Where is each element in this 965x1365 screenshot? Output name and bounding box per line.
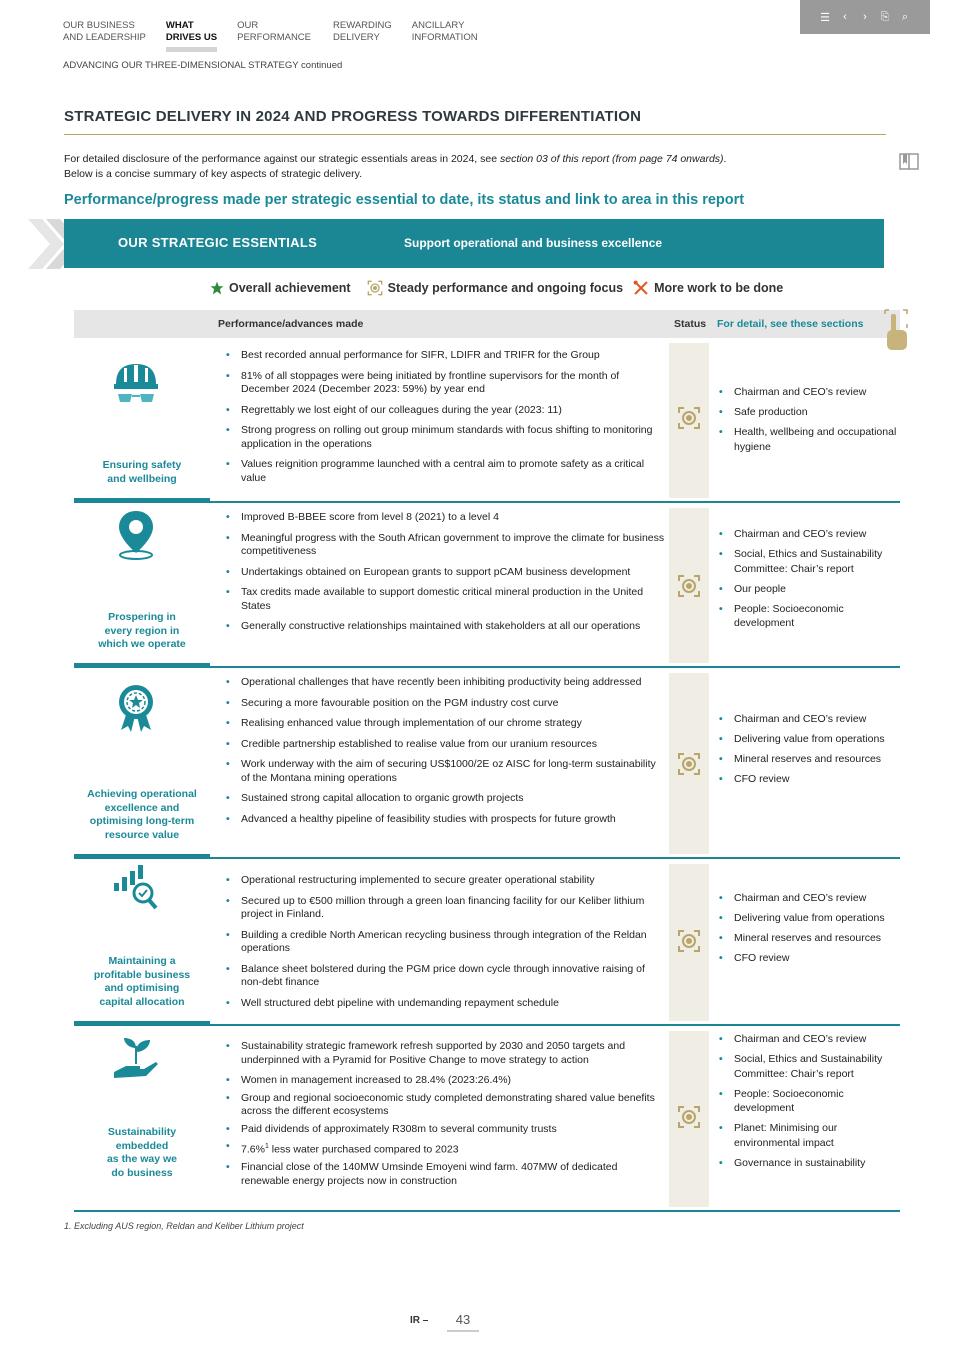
list-item: • Tax credits made available to support domestic critical mineral production in the United States bbox=[226, 586, 666, 613]
table-row bbox=[74, 1026, 900, 1212]
list-item: • Undertakings obtained on European grants to support pCAM business development bbox=[226, 566, 666, 580]
legend-overall: Overall achievement bbox=[210, 281, 351, 295]
performance-list bbox=[226, 1040, 666, 1195]
detail-link[interactable]: • Chairman and CEO’s review bbox=[719, 1032, 899, 1047]
detail-link[interactable]: • Our people bbox=[719, 582, 899, 597]
toolbar bbox=[800, 0, 930, 34]
detail-link[interactable]: • Mineral reserves and resources bbox=[719, 931, 899, 946]
subheading: ADVANCING OUR THREE-DIMENSIONAL STRATEGY continued bbox=[63, 60, 343, 71]
list-item: • Improved B-BBEE score from level 8 (2021) to a level 4 bbox=[226, 511, 666, 525]
nav-ancillary-information[interactable]: ANCILLARY INFORMATION bbox=[411, 20, 478, 43]
list-item: • Work underway with the aim of securing US$1000/2E oz AISC for long-term sustainability of the Montana mining operations bbox=[226, 758, 666, 785]
location-pin-icon bbox=[110, 509, 162, 561]
pillar-sustainability: Sustainability embedded as the way we do business bbox=[74, 1026, 210, 1212]
report-label: IR – bbox=[410, 1315, 429, 1326]
list-item: • Regrettably we lost eight of our colleagues during the year (2023: 11) bbox=[226, 404, 666, 418]
row-divider bbox=[210, 1210, 900, 1212]
tools-icon bbox=[633, 280, 649, 296]
list-item: • Paid dividends of approximately R308m to several community trusts bbox=[226, 1123, 666, 1137]
detail-link[interactable]: • Planet: Minimising our environmental impact bbox=[719, 1121, 899, 1150]
detail-link[interactable]: • CFO review bbox=[719, 772, 899, 787]
detail-link[interactable]: • Governance in sustainability bbox=[719, 1156, 899, 1171]
list-item: • Advanced a healthy pipeline of feasibility studies with prospects for future growth bbox=[226, 813, 666, 827]
header-performance: Performance/advances made bbox=[218, 318, 364, 330]
pillar-safety: Ensuring safety and wellbeing bbox=[74, 338, 210, 503]
previous-page-icon[interactable]: ‹ bbox=[843, 11, 847, 23]
detail-link[interactable]: • Delivering value from operations bbox=[719, 732, 899, 747]
status-cell bbox=[669, 673, 709, 854]
list-item: • Generally constructive relationships maintained with stakeholders at all our operations bbox=[226, 620, 666, 634]
menu-icon[interactable]: ☰ bbox=[820, 11, 830, 24]
detail-link[interactable]: • Social, Ethics and Sustainability Committee: Chair’s report bbox=[719, 1052, 899, 1081]
detail-link[interactable]: • Chairman and CEO’s review bbox=[719, 712, 899, 727]
list-item: • Secured up to €500 million through a green loan financing facility for our Keliber lithium project in Finland. bbox=[226, 895, 666, 922]
bar-chart-magnifier-icon bbox=[110, 863, 162, 915]
section-reference: section 03 of this report (from page 74 onwards) bbox=[500, 153, 724, 165]
legend-steady: Steady performance and ongoing focus bbox=[367, 280, 623, 296]
target-icon bbox=[677, 929, 701, 953]
list-item: • Sustainability strategic framework refresh supported by 2030 and 2050 targets and underpinned with a Pyramid for Positive Change to move strategy to action bbox=[226, 1040, 666, 1067]
performance-list bbox=[226, 676, 666, 833]
detail-link[interactable]: • People: Socioeconomic development bbox=[719, 1087, 899, 1116]
row-divider-accent bbox=[74, 1210, 210, 1212]
list-item: • Women in management increased to 28.4% (2023:26.4%) bbox=[226, 1074, 666, 1088]
detail-link[interactable]: • People: Socioeconomic development bbox=[719, 602, 899, 631]
header-detail: For detail, see these sections bbox=[717, 318, 864, 330]
next-page-icon[interactable]: › bbox=[863, 11, 867, 23]
strategic-essentials-banner bbox=[64, 219, 884, 268]
status-cell bbox=[669, 864, 709, 1021]
detail-link[interactable]: • Chairman and CEO’s review bbox=[719, 891, 899, 906]
target-icon bbox=[677, 752, 701, 776]
detail-link[interactable]: • Mineral reserves and resources bbox=[719, 752, 899, 767]
list-item: • 7.6%$^1$ less water purchased compared to 2023 bbox=[226, 1140, 666, 1157]
list-item: • Financial close of the 140MW Umsinde Emoyeni wind farm. 407MW of dedicated renewable energy projects now in construction bbox=[226, 1161, 666, 1188]
intro-text: For detailed disclosure of the performance against our strategic essentials areas in 2024, see section 03 of this report (from page 74 onwards). Below is a concise summary of key aspects of strategic delivery. bbox=[64, 153, 727, 180]
nav-our-performance[interactable]: OUR PERFORMANCE bbox=[237, 20, 312, 43]
list-item: • Building a credible North American recycling business through integration of the Reldan operations bbox=[226, 929, 666, 956]
top-navigation bbox=[63, 20, 498, 52]
list-item: • Credible partnership established to realise value from our uranium resources bbox=[226, 738, 666, 752]
detail-link[interactable]: • Social, Ethics and Sustainability Committee: Chair’s report bbox=[719, 547, 899, 576]
list-item: • Strong progress on rolling out group minimum standards with focus shifting to monitoring application in the operations bbox=[226, 424, 666, 451]
footnote-ref: 1 bbox=[264, 1143, 269, 1150]
detail-links bbox=[719, 712, 899, 792]
detail-links bbox=[719, 1032, 899, 1176]
table-row bbox=[74, 503, 900, 668]
pillar-prospering: Prospering in every region in which we operate bbox=[74, 503, 210, 668]
list-item: • Group and regional socioeconomic study completed demonstrating shared value benefits across the different ecosystems bbox=[226, 1092, 666, 1119]
list-item: • Realising enhanced value through implementation of our chrome strategy bbox=[226, 717, 666, 731]
header-status: Status bbox=[674, 318, 707, 330]
detail-links bbox=[719, 385, 899, 460]
list-item: • Well structured debt pipeline with undemanding repayment schedule bbox=[226, 997, 666, 1011]
detail-links bbox=[719, 891, 899, 971]
list-item: • Meaningful progress with the South African government to improve the climate for business competitiveness bbox=[226, 532, 666, 559]
banner-title: OUR STRATEGIC ESSENTIALS bbox=[118, 235, 318, 250]
performance-list bbox=[226, 511, 666, 641]
status-cell bbox=[669, 343, 709, 498]
nav-what-drives-us[interactable]: WHAT DRIVES US bbox=[166, 20, 217, 52]
hand-plant-icon bbox=[110, 1034, 162, 1086]
list-item: • Operational restructuring implemented to secure greater operational stability bbox=[226, 874, 666, 888]
table-row bbox=[74, 668, 900, 859]
back-icon[interactable]: ⎘ bbox=[880, 10, 890, 23]
list-item: • Securing a more favourable position on the PGM industry cost curve bbox=[226, 697, 666, 711]
performance-heading: Performance/progress made per strategic essential to date, its status and link to area in this report bbox=[64, 192, 745, 208]
hard-hat-goggles-icon bbox=[110, 356, 162, 408]
target-icon bbox=[677, 1105, 701, 1129]
list-item: • Sustained strong capital allocation to organic growth projects bbox=[226, 792, 666, 806]
book-icon[interactable] bbox=[898, 150, 920, 172]
list-item: • Values reignition programme launched with a central aim to promote safety as a critical value bbox=[226, 458, 666, 485]
legend-more: More work to be done bbox=[633, 280, 783, 296]
award-rosette-icon bbox=[110, 682, 162, 734]
detail-link[interactable]: • CFO review bbox=[719, 951, 899, 966]
status-legend bbox=[210, 280, 793, 296]
performance-list bbox=[226, 874, 666, 1017]
list-item: • Operational challenges that have recently been inhibiting productivity being addressed bbox=[226, 676, 666, 690]
detail-link[interactable]: • Delivering value from operations bbox=[719, 911, 899, 926]
list-item: • Best recorded annual performance for SIFR, LDIFR and TRIFR for the Group bbox=[226, 349, 666, 363]
title-divider bbox=[64, 134, 886, 135]
list-item: • Balance sheet bolstered during the PGM price down cycle through innovative raising of non-debt finance bbox=[226, 963, 666, 990]
footnote: 1. Excluding AUS region, Reldan and Keliber Lithium project bbox=[64, 1221, 304, 1231]
target-icon bbox=[367, 280, 383, 296]
target-icon bbox=[677, 406, 701, 430]
table-row bbox=[74, 338, 900, 503]
detail-link[interactable]: • Chairman and CEO’s review bbox=[719, 385, 899, 400]
detail-links bbox=[719, 527, 899, 636]
banner-subtitle: Support operational and business excellence bbox=[404, 236, 663, 250]
list-item: • 81% of all stoppages were being initiated by frontline supervisors for the month of December 2024 (December 2023: 59%) by year end bbox=[226, 370, 666, 397]
detail-link[interactable]: • Health, wellbeing and occupational hygiene bbox=[719, 425, 899, 454]
detail-link[interactable]: • Safe production bbox=[719, 405, 899, 420]
star-icon bbox=[210, 281, 224, 295]
page-number: 43 bbox=[447, 1312, 479, 1332]
nav-rewarding-delivery[interactable]: REWARDING DELIVERY bbox=[333, 20, 392, 43]
pillar-profitable-business: Maintaining a profitable business and optimising capital allocation bbox=[74, 859, 210, 1026]
status-cell bbox=[669, 508, 709, 663]
nav-business-leadership[interactable]: OUR BUSINESS AND LEADERSHIP bbox=[63, 20, 146, 43]
status-cell bbox=[669, 1031, 709, 1207]
table-header bbox=[74, 310, 900, 338]
search-icon[interactable]: ⌕ bbox=[901, 10, 909, 23]
table-row bbox=[74, 859, 900, 1026]
water-value: 7.6% bbox=[241, 1143, 265, 1156]
target-icon bbox=[677, 574, 701, 598]
section-title: STRATEGIC DELIVERY IN 2024 AND PROGRESS TOWARDS DIFFERENTIATION bbox=[64, 108, 642, 125]
pillar-operational-excellence: Achieving operational excellence and optimising long-term resource value bbox=[74, 668, 210, 859]
performance-list bbox=[226, 349, 666, 492]
detail-link[interactable]: • Chairman and CEO’s review bbox=[719, 527, 899, 542]
